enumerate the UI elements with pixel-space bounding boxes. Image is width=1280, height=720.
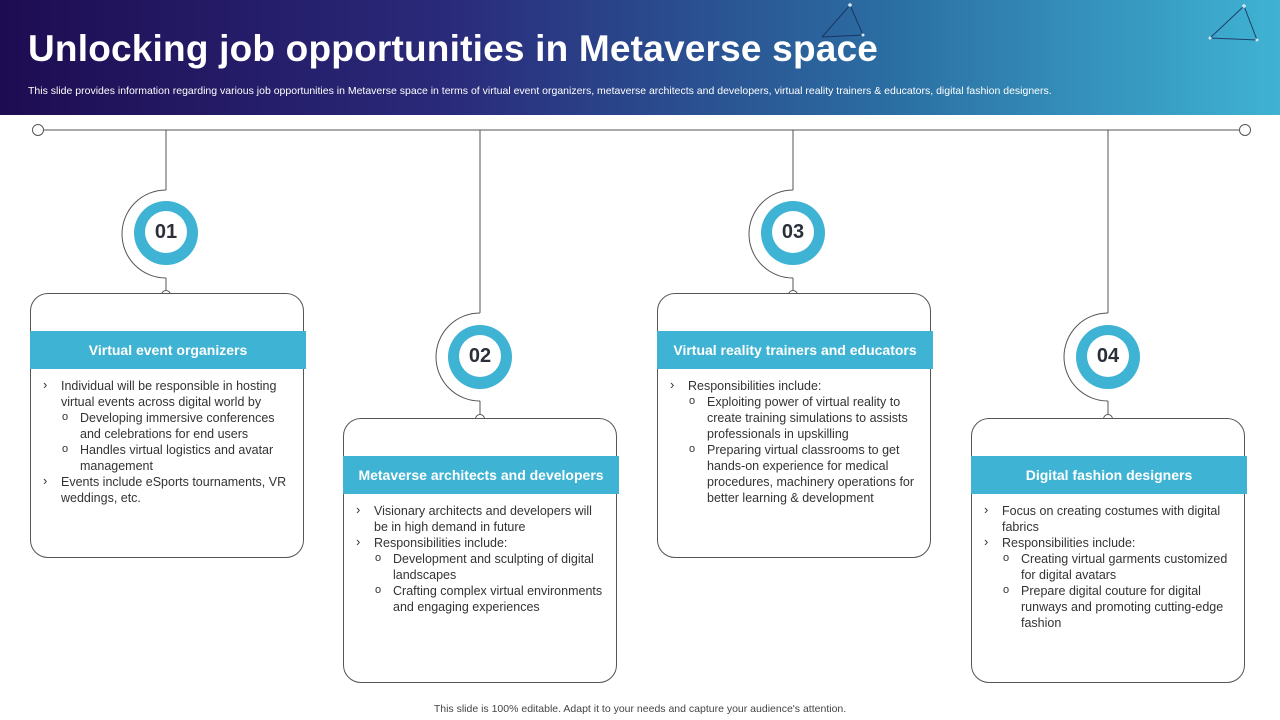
bullet-item: › Individual will be responsible in hosting virtual events across digital world by — [41, 378, 293, 410]
step-badge-03 — [761, 201, 825, 265]
card-body — [354, 503, 606, 615]
sub-bullet-item: o Handles virtual logistics and avatar management — [41, 442, 293, 474]
sub-bullet-item: o Preparing virtual classrooms to get hands-on experience for medical procedures, machinery operations for better learning & development — [668, 442, 920, 506]
bullet-item: › Visionary architects and developers will be in high demand in future — [354, 503, 606, 535]
card-vr-trainers — [657, 293, 931, 558]
step-number: 03 — [772, 211, 814, 253]
card-title: Virtual reality trainers and educators — [657, 331, 933, 369]
card-title: Virtual event organizers — [30, 331, 306, 369]
bullet-item: › Focus on creating costumes with digital fabrics — [982, 503, 1234, 535]
card-digital-fashion-designers — [971, 418, 1245, 683]
step-number: 04 — [1087, 335, 1129, 377]
sub-bullet-item: o Development and sculpting of digital landscapes — [354, 551, 606, 583]
card-list — [982, 503, 1234, 631]
step-badge-02 — [448, 325, 512, 389]
sub-bullet-item: o Prepare digital couture for digital runways and promoting cutting-edge fashion — [982, 583, 1234, 631]
step-badge-04 — [1076, 325, 1140, 389]
bullet-item: › Responsibilities include: — [982, 535, 1234, 551]
card-metaverse-architects — [343, 418, 617, 683]
page-subtitle: This slide provides information regarding various job opportunities in Metaverse space in terms of virtual event organizers, metaverse architects and developers, virtual reality trainers & educators, digital fashion designers. — [28, 85, 1052, 97]
step-badge-01 — [134, 201, 198, 265]
card-body — [668, 378, 920, 506]
card-title: Digital fashion designers — [971, 456, 1247, 494]
card-body — [41, 378, 293, 506]
footer-note: This slide is 100% editable. Adapt it to your needs and capture your audience's attention. — [433, 703, 847, 715]
sub-bullet-item: o Crafting complex virtual environments and engaging experiences — [354, 583, 606, 615]
sub-bullet-item: o Creating virtual garments customized for digital avatars — [982, 551, 1234, 583]
bullet-item: › Responsibilities include: — [668, 378, 920, 394]
bullet-item: › Events include eSports tournaments, VR weddings, etc. — [41, 474, 293, 506]
step-number: 02 — [459, 335, 501, 377]
card-list — [354, 503, 606, 615]
page-title: Unlocking job opportunities in Metaverse space — [28, 28, 879, 69]
card-body — [982, 503, 1234, 631]
card-virtual-event-organizers — [30, 293, 304, 558]
card-list — [41, 378, 293, 506]
sub-bullet-item: o Exploiting power of virtual reality to create training simulations to assists professionals in upskilling — [668, 394, 920, 442]
bullet-item: › Responsibilities include: — [354, 535, 606, 551]
card-title: Metaverse architects and developers — [343, 456, 619, 494]
step-number: 01 — [145, 211, 187, 253]
sub-bullet-item: o Developing immersive conferences and celebrations for end users — [41, 410, 293, 442]
card-list — [668, 378, 920, 506]
